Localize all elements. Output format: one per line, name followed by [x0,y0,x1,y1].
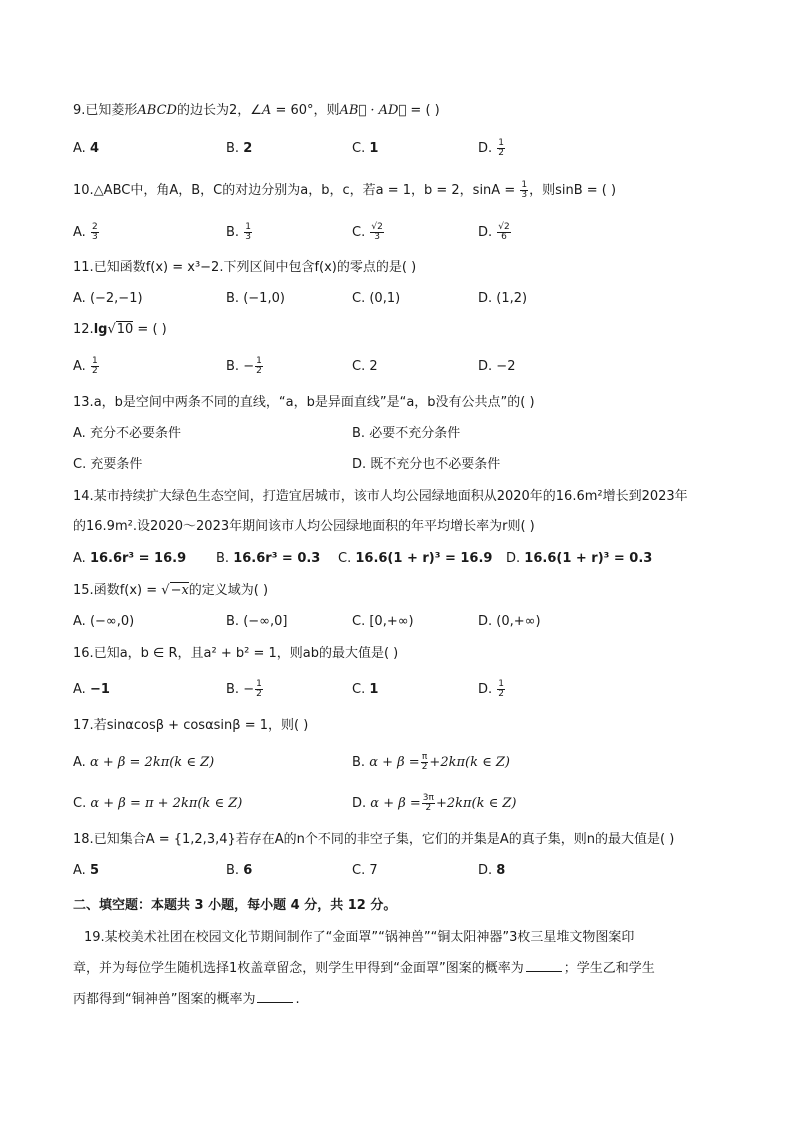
option-label: B. [226,863,240,878]
option-value: 16.6r³ = 16.9 [89,551,187,566]
q12-lg: lg [93,322,108,337]
option-label: B. [226,291,240,306]
option-value: 5 [89,863,99,878]
q10-option-d [478,223,512,243]
q10-number: 10. [73,183,94,198]
option-label: C. [352,614,366,629]
q16-text: 已知a，b ∈ R，且a² + b² = 1，则ab的最大值是( ) [93,646,399,661]
q14-text-1: 某市持续扩大绿色生态空间，打造宜居城市，该市人均公园绿地面积从2020年的16.6m²增长到2023年 [93,489,688,504]
option-label: D. [506,551,521,566]
q15-option-c [352,612,414,632]
q15-option-b [226,612,287,632]
fraction-numerator: 1 [498,679,505,689]
q12-stem: 12.lg√10 = ( ) [73,322,167,337]
option-value-post: +2kπ(k ∈ Z) [435,796,517,811]
fraction [244,223,252,242]
fraction-denominator: 2 [498,148,505,158]
q18-option-a [73,861,99,881]
q15-number: 15. [73,583,94,598]
fraction [497,139,505,158]
option-value: (0,1) [369,291,401,306]
section-heading-text: 二、填空题：本题共 3 小题，每小题 4 分，共 12 分。 [73,898,397,913]
q9-option-c [352,139,378,159]
q19-text-3: ；学生乙和学生 [563,961,655,976]
option-label: C. [352,225,366,240]
option-label: A. [73,141,86,156]
option-label: C. [338,551,352,566]
option-value: −2 [496,359,516,374]
option-label: C. [352,291,366,306]
q18-stem [73,830,674,850]
q9-var-abcd: ABCD [137,103,177,118]
minus-sign: − [243,682,255,697]
option-label: D. [478,863,493,878]
fraction-denominator: 2 [256,689,262,699]
q15-text-1: 函数f(x) = [93,583,162,598]
option-value: 7 [369,863,378,878]
q10-stem [73,181,616,201]
q15-option-a [73,612,134,632]
q9-number: 9. [73,103,86,118]
option-label: B. [352,426,366,441]
q11-option-d [478,289,527,309]
option-label: A. [73,291,86,306]
option-label: A. [73,426,86,441]
q9-text-3: = 60°，则 [271,103,340,118]
fraction-numerator: 1 [256,356,262,366]
q11-option-a [73,289,143,309]
option-value: 16.6(1 + r)³ = 0.3 [524,551,653,566]
fraction [422,794,435,813]
option-label: C. [73,796,87,811]
q18-option-c [352,861,378,881]
q17-option-b [352,753,510,773]
q9-vector-product: AB⃗ · AD⃗ [339,103,407,118]
option-value: α + β = π + 2kπ(k ∈ Z) [90,796,243,811]
fraction-numerator: 3π [422,793,434,803]
option-label: A. [73,863,86,878]
option-label: A. [73,682,86,697]
option-value: 16.6r³ = 0.3 [233,551,321,566]
q12-text: = ( ) [133,322,167,337]
q18-option-d [478,861,505,881]
option-value: 6 [243,863,253,878]
q19-line2 [73,959,655,979]
fraction-denominator: 2 [498,689,505,699]
fraction-denominator: 3 [91,232,98,242]
q18-text: 已知集合A = {1,2,3,4}若存在A的n个不同的非空子集，它们的并集是A的真子集，则n的最大值是( ) [93,832,675,847]
option-label: D. [478,225,493,240]
fraction [91,223,99,242]
option-label: B. [226,225,240,240]
q15-text-2: 的定义域为( ) [188,583,269,598]
q10-text-1: △ABC中，角A，B，C的对边分别为a，b，c，若a = 1，b = 2，sinA = [93,183,520,198]
option-value: (1,2) [496,291,528,306]
option-value: (−1,0) [243,291,285,306]
q16-option-a [73,680,110,700]
option-value: 8 [496,863,506,878]
option-value: α + β = 2kπ(k ∈ Z) [89,755,215,770]
q12-option-b [226,357,264,377]
q9-text-1: 已知菱形 [85,103,138,118]
fraction-numerator: 1 [91,356,98,366]
fraction [497,223,510,242]
option-value: 4 [89,141,99,156]
q13-option-d [352,455,500,475]
fraction [370,223,383,242]
q11-text: 已知函数f(x) = x³−2.下列区间中包含f(x)的零点的是( ) [93,260,417,275]
q17-option-c [73,794,242,814]
section-heading-fill-in [73,896,396,916]
option-label: B. [226,141,240,156]
fraction-denominator: 2 [421,762,428,772]
q12-option-a [73,357,100,377]
option-label: B. [226,614,240,629]
option-label: B. [216,551,230,566]
q17-text: 若sinαcosβ + cosαsinβ = 1，则( ) [93,718,309,733]
option-label: D. [352,457,367,472]
option-label: A. [73,755,86,770]
q14-number: 14. [73,489,94,504]
q9-option-b [226,139,252,159]
q11-stem [73,258,416,278]
option-label: A. [73,225,86,240]
option-value: (−∞,0) [89,614,135,629]
q11-option-c [352,289,400,309]
q19-text-4: 丙都得到“铜神兽”图案的概率为 [73,992,256,1007]
fraction [255,357,263,376]
option-value: 充要条件 [90,457,143,472]
fraction-numerator: 1 [256,679,262,689]
fraction-denominator: 3 [521,190,528,200]
fraction-denominator: 6 [501,232,507,242]
q19-line1 [84,928,634,948]
q15-radicand: −x [170,583,189,598]
option-label: D. [478,359,493,374]
option-value: 16.6(1 + r)³ = 16.9 [355,551,493,566]
fraction-numerator: √2 [498,222,510,232]
option-label: D. [478,614,493,629]
answer-blank-1[interactable] [526,959,562,972]
q17-option-a [73,753,214,773]
option-value: −1 [89,682,110,697]
option-label: B. [226,682,240,697]
fraction [91,357,99,376]
fraction-numerator: 2 [91,222,98,232]
q19-text-2: 章，并为每位学生随机选择1枚盖章留念，则学生甲得到“金面罩”图案的概率为 [73,961,524,976]
q16-option-b [226,680,264,700]
fraction [497,680,505,699]
fraction-denominator: 2 [425,803,432,813]
q16-number: 16. [73,646,94,661]
q19-line3 [73,990,300,1010]
option-label: D. [478,291,493,306]
option-label: A. [73,614,86,629]
q16-option-d [478,680,506,700]
option-value: 充分不必要条件 [89,426,181,441]
q17-option-d [352,794,516,814]
q16-option-c [352,680,378,700]
q9-option-a [73,139,99,159]
option-value: 2 [369,359,378,374]
q14-stem-line2 [73,517,535,537]
q18-number: 18. [73,832,94,847]
option-value: (−∞,0] [243,614,288,629]
option-value: 2 [243,141,253,156]
q10-text-2: ，则sinB = ( ) [529,183,617,198]
option-value: 必要不充分条件 [369,426,461,441]
q18-option-b [226,861,252,881]
fraction-numerator: 1 [498,138,505,148]
option-label: C. [352,863,366,878]
fraction-numerator: π [421,752,428,762]
q11-option-b [226,289,285,309]
option-value: 既不充分也不必要条件 [370,457,501,472]
fraction-numerator: √2 [371,222,383,232]
q17-number: 17. [73,718,94,733]
q12-option-c [352,357,378,377]
fraction-denominator: 2 [91,366,98,376]
fraction [520,181,528,200]
fraction [255,680,263,699]
option-label: D. [478,682,493,697]
q14-stem-line1 [73,487,688,507]
option-value: (0,+∞) [496,614,541,629]
option-value: [0,+∞) [369,614,414,629]
q11-number: 11. [73,260,94,275]
option-label: C. [352,682,366,697]
minus-sign: − [243,359,255,374]
fraction-denominator: 2 [256,366,262,376]
q13-text: a，b是空间中两条不同的直线，“a，b是异面直线”是“a，b没有公共点”的( ) [93,395,535,410]
option-label: D. [478,141,493,156]
q9-text-4: = ( ) [406,103,440,118]
option-value: 1 [369,682,379,697]
q15-stem: 15.函数f(x) = √−x的定义域为( ) [73,583,269,598]
option-value-pre: α + β = [370,796,421,811]
q14-text-2: 的16.9m².设2020～2023年期间该市人均公园绿地面积的年平均增长率为r则( ) [73,519,535,534]
option-value: 1 [369,141,379,156]
q14-option-a [73,549,186,569]
option-value-pre: α + β = [369,755,420,770]
q12-radicand: 10 [116,322,134,337]
q10-option-b [226,223,253,243]
option-label: A. [73,359,86,374]
option-label: B. [352,755,366,770]
q13-option-b [352,424,460,444]
q16-stem [73,644,398,664]
q14-option-b [216,549,320,569]
option-value-post: +2kπ(k ∈ Z) [429,755,510,770]
q10-option-a [73,223,100,243]
q9-text-2: 的边长为2，∠ [176,103,262,118]
q13-stem [73,393,535,413]
q12-number: 12. [73,322,94,337]
q12-option-d [478,357,515,377]
fraction-numerator: 1 [245,222,251,232]
q13-option-a [73,424,181,444]
q14-option-d [506,549,652,569]
q9-var-a: A [261,103,272,118]
fraction-denominator: 3 [374,232,380,242]
option-label: C. [73,457,87,472]
q14-option-c [338,549,492,569]
answer-blank-2[interactable] [257,990,293,1003]
option-label: C. [352,359,366,374]
q19-text-5: . [295,992,300,1007]
option-value: (−2,−1) [89,291,143,306]
q17-stem [73,716,308,736]
fraction [421,753,429,772]
option-label: A. [73,551,86,566]
q15-option-d [478,612,541,632]
option-label: D. [352,796,367,811]
fraction-numerator: 1 [521,180,528,190]
q10-option-c [352,223,385,243]
q9-option-d [478,139,506,159]
fraction-denominator: 3 [245,232,251,242]
option-label: C. [352,141,366,156]
q13-option-c [73,455,142,475]
q19-text-1: 19.某校美术社团在校园文化节期间制作了“金面罩”“锅神兽”“铜太阳神器”3枚三星堆文物图案印 [84,930,635,945]
q13-number: 13. [73,395,94,410]
q9-stem [73,101,440,121]
option-label: B. [226,359,240,374]
